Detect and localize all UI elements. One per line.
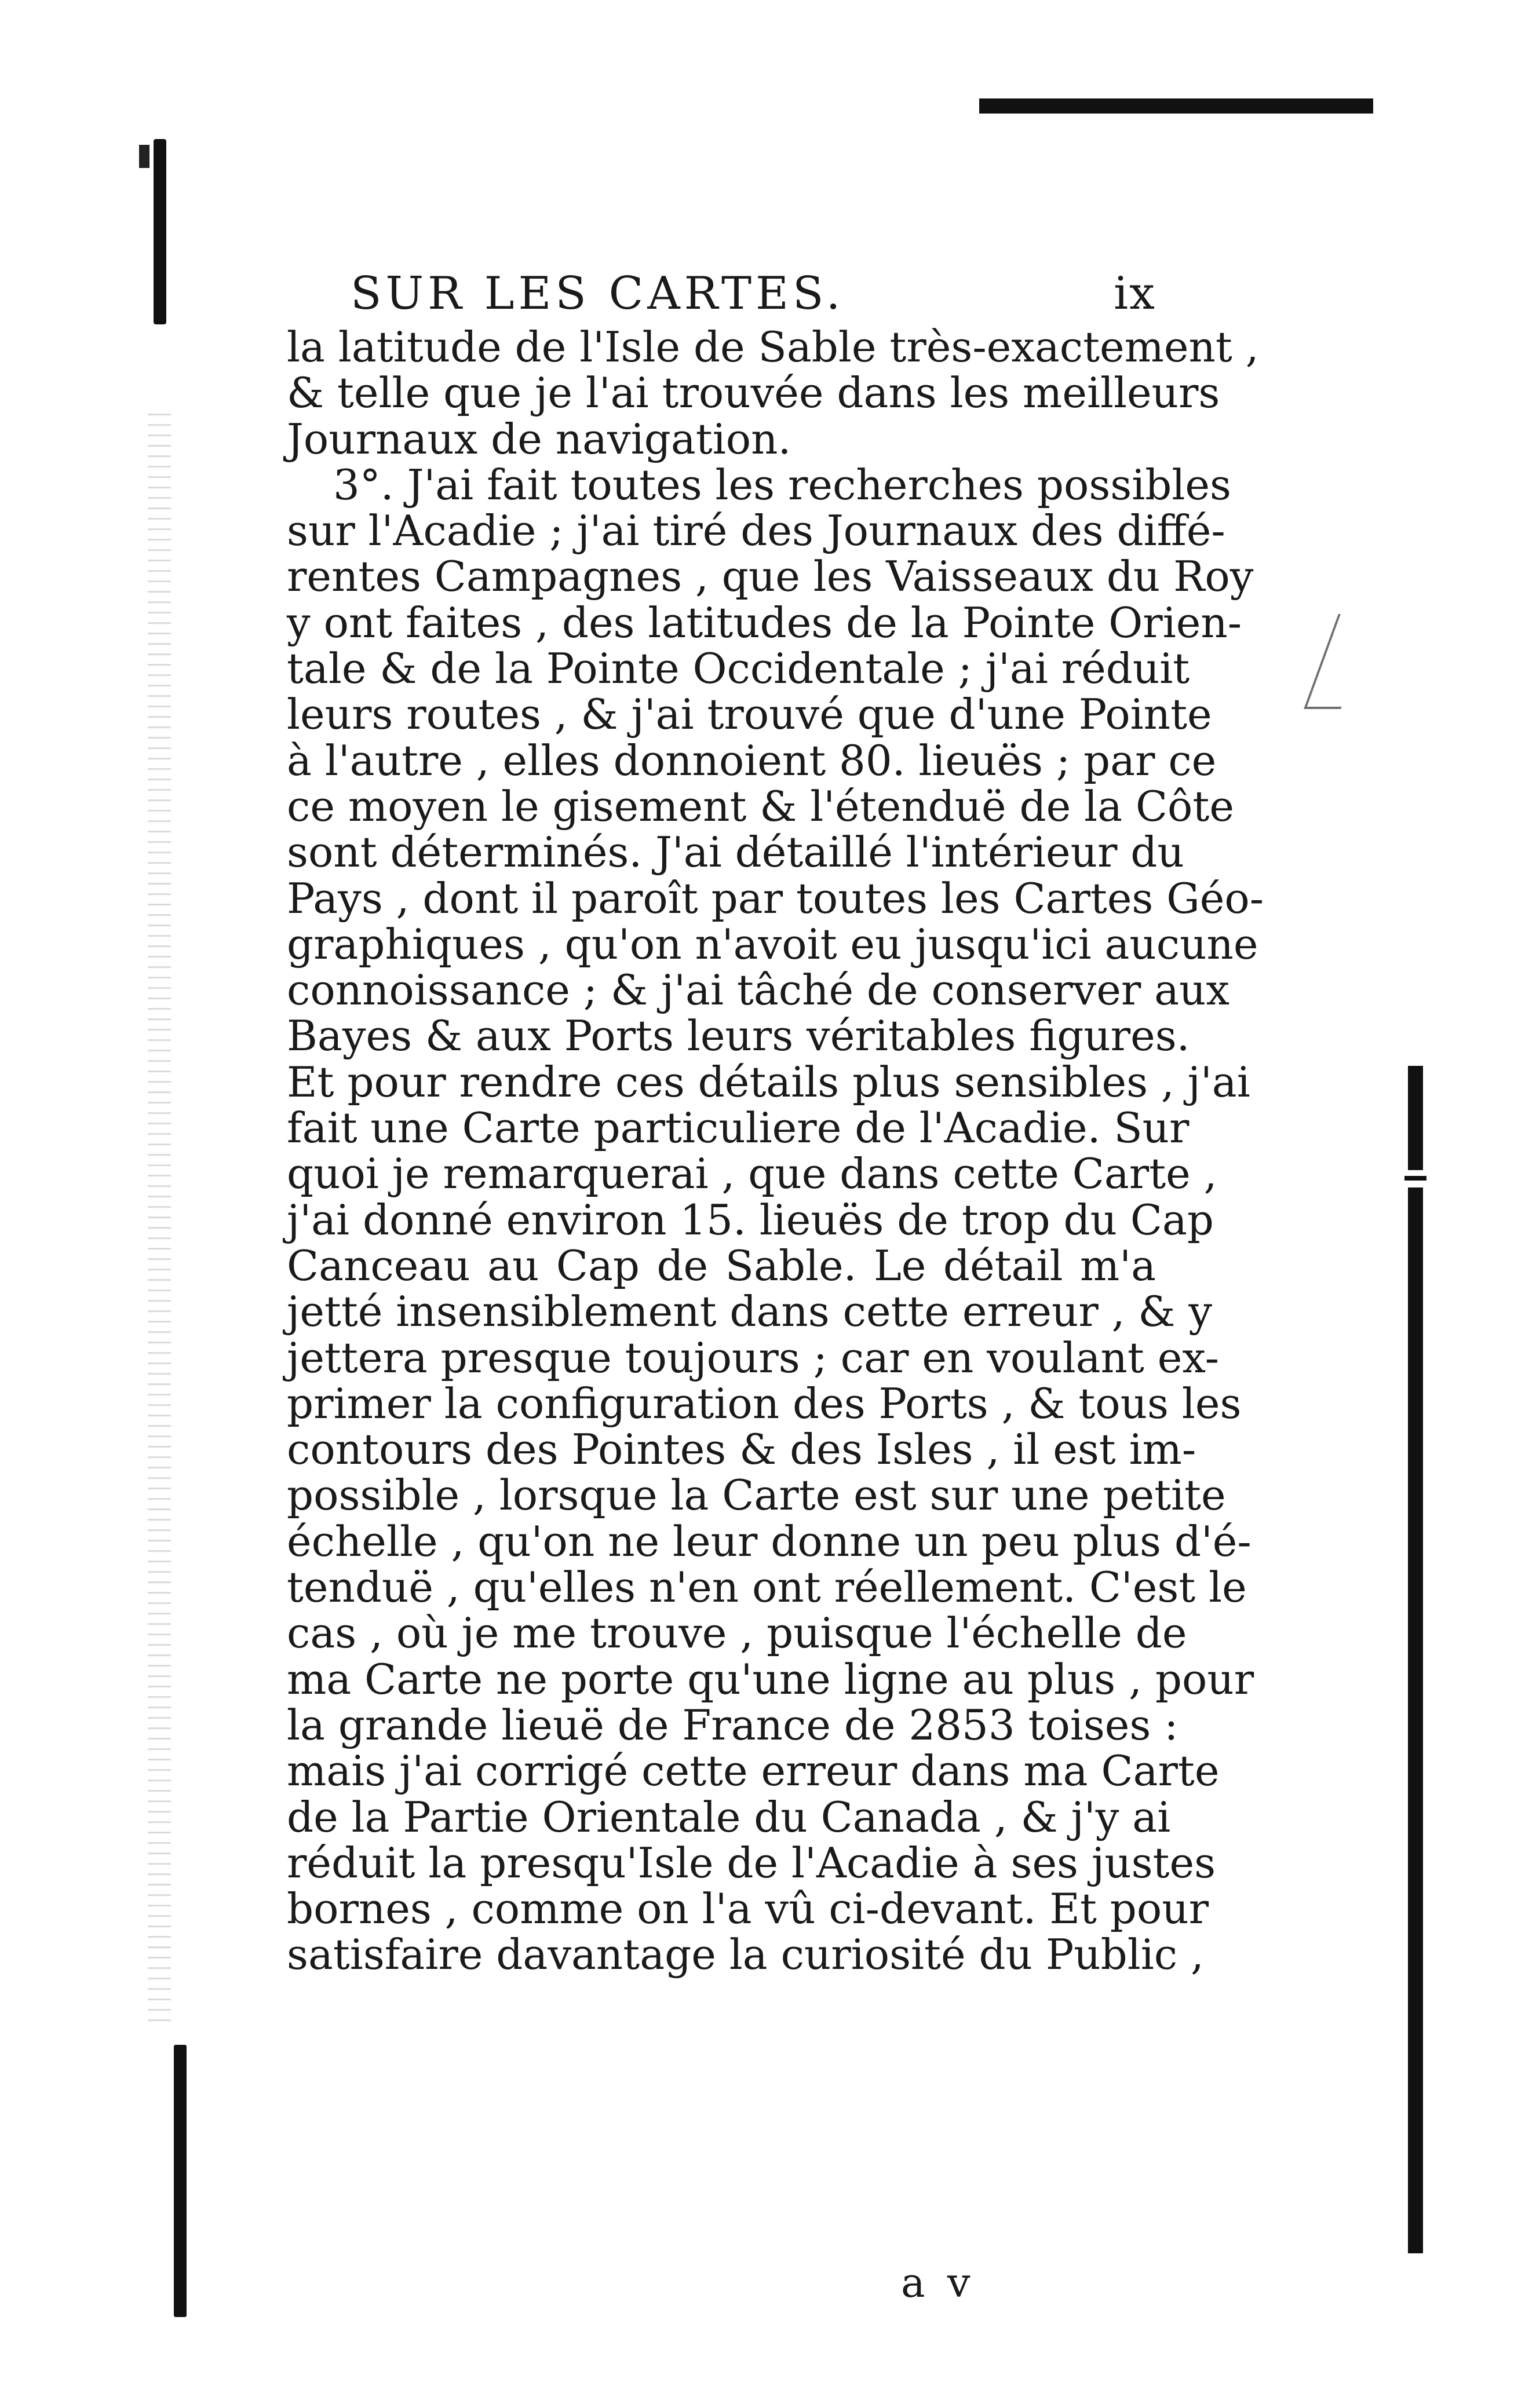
text-line: ma Carte ne porte qu'une ligne au plus , pour	[287, 1654, 1254, 1704]
scan-edge-shadow-top	[154, 139, 166, 324]
text-line: la latitude de l'Isle de Sable très-exactement ,	[287, 323, 1259, 371]
text-line: tale & de la Pointe Occidentale ; j'ai réduit	[287, 644, 1190, 693]
text-line: réduit la presqu'Isle de l'Acadie à ses justes	[287, 1838, 1216, 1887]
scan-right-bar-notch	[1404, 1176, 1426, 1181]
running-head-title: SUR LES CARTES.	[351, 268, 845, 320]
scan-top-bar	[979, 98, 1373, 114]
text-line: bornes , comme on l'a vû ci-devant. Et pour	[287, 1884, 1209, 1934]
scan-right-bar-lower	[1408, 1187, 1423, 2253]
text-line: échelle , qu'on ne leur donne un peu plus d'é-	[287, 1517, 1252, 1566]
body-text	[287, 323, 1264, 1979]
stray-ink-mark	[1304, 614, 1376, 709]
scan-edge-shadow-bottom	[174, 2045, 187, 2317]
text-line: leurs routes , & j'ai trouvé que d'une Pointe	[287, 690, 1212, 739]
text-line: possible , lorsque la Carte est sur une petite	[287, 1471, 1226, 1520]
text-line: tenduë , qu'elles n'en ont réellement. C'est le	[287, 1563, 1247, 1612]
book-page	[287, 264, 1264, 2307]
text-line: Pays , dont il paroît par toutes les Cartes Géo-	[287, 874, 1264, 923]
text-line: connoissance ; & j'ai tâché de conserver aux	[287, 966, 1230, 1015]
text-line: satisfaire davantage la curiosité du Public ,	[287, 1930, 1204, 1979]
page-number: ix	[1114, 268, 1156, 320]
text-line: sur l'Acadie ; j'ai tiré des Journaux des diffé-	[287, 506, 1225, 556]
text-line: sont déterminés. J'ai détaillé l'intérieur du	[287, 828, 1184, 877]
scan-edge-mark	[139, 145, 149, 168]
text-line: Et pour rendre ces détails plus sensibles , j'ai	[287, 1057, 1250, 1106]
text-line: de la Partie Orientale du Canada , & j'y ai	[287, 1792, 1171, 1841]
text-line: 3°. J'ai fait toutes les recherches possibles	[333, 460, 1231, 509]
text-line: la grande lieuë de France de 2853 toises :	[287, 1700, 1179, 1749]
text-line: quoi je remarquerai , que dans cette Carte ,	[287, 1149, 1217, 1198]
scan-right-bar-upper	[1408, 1066, 1423, 1170]
text-line: Bayes & aux Ports leurs véritables figures.	[287, 1011, 1190, 1061]
text-line: jettera presque toujours ; car en voulant ex-	[287, 1333, 1219, 1382]
text-line: cas , où je me trouve , puisque l'échelle de	[287, 1609, 1187, 1658]
text-line: contours des Pointes & des Isles , il est im-	[287, 1425, 1196, 1474]
text-line: graphiques , qu'on n'avoit eu jusqu'ici aucune	[287, 919, 1258, 969]
text-line: à l'autre , elles donnoient 80. lieuës ; par ce	[287, 736, 1217, 785]
text-line: ce moyen le gisement & l'étenduë de la Côte	[287, 781, 1234, 831]
signature-mark: a v	[901, 2259, 975, 2307]
text-line: y ont faites , des latitudes de la Pointe Orien-	[287, 598, 1242, 647]
text-line: rentes Campagnes , que les Vaisseaux du Roy	[287, 552, 1254, 601]
text-line: Canceau au Cap de Sable. Le détail m'a	[287, 1241, 1156, 1290]
text-line: j'ai donné environ 15. lieuës de trop du Cap	[287, 1195, 1214, 1244]
text-line: mais j'ai corrigé cette erreur dans ma Carte	[287, 1746, 1220, 1796]
text-line: primer la configuration des Ports , & tous les	[287, 1379, 1242, 1428]
running-head	[287, 264, 1156, 324]
text-line: Journaux de navigation.	[287, 414, 791, 463]
text-line: jetté insensiblement dans cette erreur , & y	[287, 1287, 1213, 1336]
scan-edge-speckle	[148, 405, 171, 2027]
text-line: fait une Carte particuliere de l'Acadie. Sur	[287, 1103, 1190, 1153]
text-line: & telle que je l'ai trouvée dans les meilleurs	[287, 368, 1220, 418]
